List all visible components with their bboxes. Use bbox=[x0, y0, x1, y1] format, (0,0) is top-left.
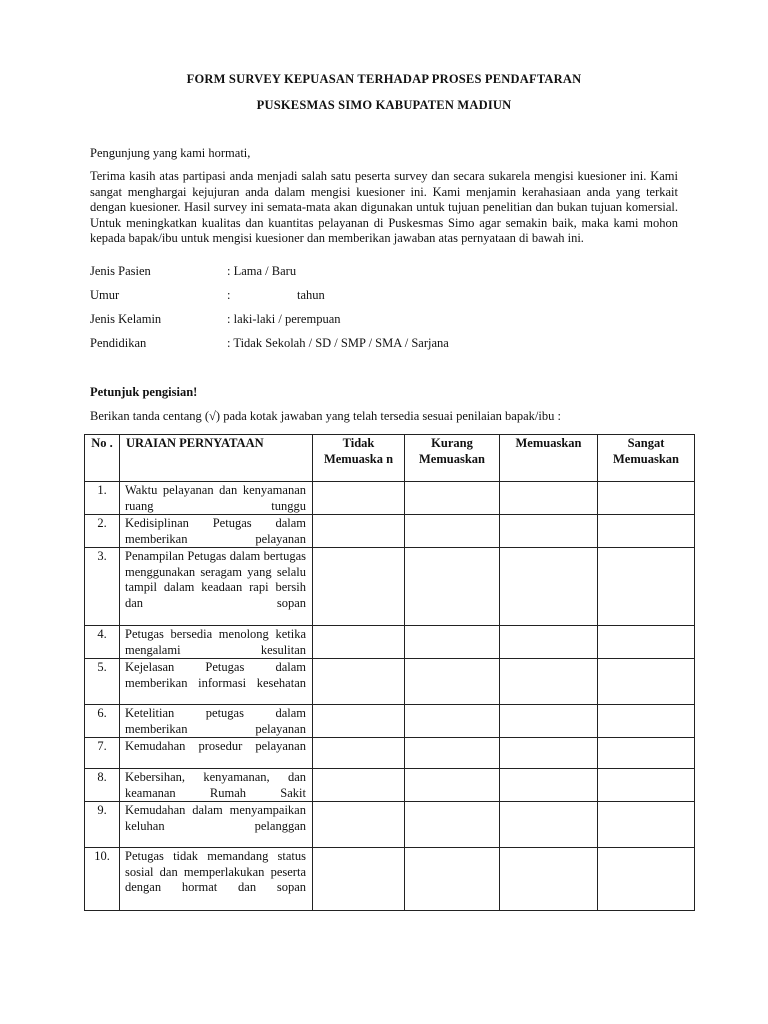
answer-box-memuaskan[interactable] bbox=[500, 802, 598, 848]
answer-box-kurang-memuaskan[interactable] bbox=[405, 848, 500, 911]
answer-box-tidak-memuaskan[interactable] bbox=[313, 626, 405, 659]
answer-box-tidak-memuaskan[interactable] bbox=[313, 848, 405, 911]
answer-box-sangat-memuaskan[interactable] bbox=[598, 659, 695, 705]
table-row bbox=[85, 482, 695, 515]
table-row bbox=[85, 769, 695, 802]
answer-box-sangat-memuaskan[interactable] bbox=[598, 848, 695, 911]
answer-box-memuaskan[interactable] bbox=[500, 848, 598, 911]
answer-box-tidak-memuaskan[interactable] bbox=[313, 738, 405, 769]
answer-box-memuaskan[interactable] bbox=[500, 738, 598, 769]
statement-text: Kebersihan, kenyamanan, dan keamanan Rumah Sakit bbox=[120, 769, 313, 802]
field-unit: tahun bbox=[297, 288, 325, 302]
intro-paragraph: Terima kasih atas partipasi anda menjadi salah satu peserta survey dan secara sukarela mengisi kuesioner ini. Kami sangat menghargai kejujuran anda dalam mengisi kuesioner ini. Kami menjamin kerahasiaan anda yang terkait dengan kuesioner. Hasil survey ini semata-mata akan digunakan untuk tujuan penelitian dan bukan tujuan komersial. Untuk meningkatkan kualitas dan kuantitas pelayanan di Puskesmas Simo agar semakin baik, maka kami mohon kepada bapak/ibu untuk mengisi kuesioner dan memberikan jawaban atas pernyataan di bawah ini. bbox=[90, 169, 678, 246]
answer-box-kurang-memuaskan[interactable] bbox=[405, 705, 500, 738]
statement-text: Petugas tidak memandang status sosial dan memperlakukan peserta dengan hormat dan sopan bbox=[120, 848, 313, 911]
answer-box-tidak-memuaskan[interactable] bbox=[313, 548, 405, 626]
answer-box-kurang-memuaskan[interactable] bbox=[405, 515, 500, 548]
row-number: 9. bbox=[85, 802, 120, 848]
field-value: : Tidak Sekolah / SD / SMP / SMA / Sarjana bbox=[227, 336, 449, 350]
field-value: : Lama / Baru bbox=[227, 264, 297, 278]
instructions-title: Petunjuk pengisian! bbox=[90, 385, 198, 399]
answer-box-memuaskan[interactable] bbox=[500, 705, 598, 738]
answer-box-sangat-memuaskan[interactable] bbox=[598, 769, 695, 802]
answer-box-tidak-memuaskan[interactable] bbox=[313, 482, 405, 515]
answer-box-sangat-memuaskan[interactable] bbox=[598, 548, 695, 626]
table-row bbox=[85, 802, 695, 848]
instructions-text: Berikan tanda centang (√) pada kotak jawaban yang telah tersedia sesuai penilaian bapak/ibu : bbox=[90, 409, 561, 423]
statement-text: Penampilan Petugas dalam bertugas menggunakan seragam yang selalu tampil dalam keadaan rapi bersih dan sopan bbox=[120, 548, 313, 626]
field-label: Umur bbox=[90, 288, 120, 302]
table-row bbox=[85, 848, 695, 911]
answer-box-kurang-memuaskan[interactable] bbox=[405, 659, 500, 705]
header-kurang-memuaskan: Kurang Memuaskan bbox=[405, 435, 500, 482]
row-number: 4. bbox=[85, 626, 120, 659]
answer-box-memuaskan[interactable] bbox=[500, 626, 598, 659]
answer-box-tidak-memuaskan[interactable] bbox=[313, 515, 405, 548]
row-number: 6. bbox=[85, 705, 120, 738]
row-number: 8. bbox=[85, 769, 120, 802]
statement-text: Kedisiplinan Petugas dalam memberikan pelayanan bbox=[120, 515, 313, 548]
answer-box-kurang-memuaskan[interactable] bbox=[405, 802, 500, 848]
row-number: 1. bbox=[85, 482, 120, 515]
answer-box-tidak-memuaskan[interactable] bbox=[313, 659, 405, 705]
header-memuaskan: Memuaskan bbox=[500, 435, 598, 482]
answer-box-memuaskan[interactable] bbox=[500, 659, 598, 705]
answer-box-memuaskan[interactable] bbox=[500, 769, 598, 802]
answer-box-sangat-memuaskan[interactable] bbox=[598, 705, 695, 738]
statement-text: Waktu pelayanan dan kenyamanan ruang tunggu bbox=[120, 482, 313, 515]
row-number: 5. bbox=[85, 659, 120, 705]
answer-box-sangat-memuaskan[interactable] bbox=[598, 738, 695, 769]
answer-box-memuaskan[interactable] bbox=[500, 482, 598, 515]
statement-text: Kejelasan Petugas dalam memberikan informasi kesehatan bbox=[120, 659, 313, 705]
statement-text: Kemudahan prosedur pelayanan bbox=[120, 738, 313, 769]
table-header-row bbox=[85, 435, 695, 482]
answer-box-kurang-memuaskan[interactable] bbox=[405, 769, 500, 802]
row-number: 3. bbox=[85, 548, 120, 626]
field-label: Jenis Pasien bbox=[90, 264, 151, 278]
answer-box-kurang-memuaskan[interactable] bbox=[405, 626, 500, 659]
answer-box-kurang-memuaskan[interactable] bbox=[405, 548, 500, 626]
header-sangat-memuaskan: Sangat Memuaskan bbox=[598, 435, 695, 482]
answer-box-sangat-memuaskan[interactable] bbox=[598, 802, 695, 848]
answer-box-memuaskan[interactable] bbox=[500, 515, 598, 548]
header-tidak-memuaskan: Tidak Memuaska n bbox=[313, 435, 405, 482]
row-number: 7. bbox=[85, 738, 120, 769]
table-row bbox=[85, 548, 695, 626]
greeting: Pengunjung yang kami hormati, bbox=[90, 146, 251, 160]
header-uraian: URAIAN PERNYATAAN bbox=[120, 435, 313, 482]
answer-box-tidak-memuaskan[interactable] bbox=[313, 705, 405, 738]
field-value: : bbox=[227, 288, 231, 302]
row-number: 10. bbox=[85, 848, 120, 911]
table-row bbox=[85, 515, 695, 548]
answer-box-kurang-memuaskan[interactable] bbox=[405, 738, 500, 769]
statement-text: Ketelitian petugas dalam memberikan pelayanan bbox=[120, 705, 313, 738]
field-value: : laki-laki / perempuan bbox=[227, 312, 341, 326]
survey-table bbox=[84, 434, 695, 911]
answer-box-sangat-memuaskan[interactable] bbox=[598, 482, 695, 515]
table-row bbox=[85, 659, 695, 705]
answer-box-tidak-memuaskan[interactable] bbox=[313, 802, 405, 848]
answer-box-memuaskan[interactable] bbox=[500, 548, 598, 626]
field-label: Jenis Kelamin bbox=[90, 312, 162, 326]
statement-text: Kemudahan dalam menyampaikan keluhan pelanggan bbox=[120, 802, 313, 848]
form-subtitle: PUSKESMAS SIMO KABUPATEN MADIUN bbox=[256, 98, 512, 112]
statement-text: Petugas bersedia menolong ketika mengalami kesulitan bbox=[120, 626, 313, 659]
row-number: 2. bbox=[85, 515, 120, 548]
form-title: FORM SURVEY KEPUASAN TERHADAP PROSES PENDAFTARAN bbox=[186, 72, 582, 86]
answer-box-tidak-memuaskan[interactable] bbox=[313, 769, 405, 802]
table-row bbox=[85, 738, 695, 769]
table-row bbox=[85, 626, 695, 659]
answer-box-sangat-memuaskan[interactable] bbox=[598, 626, 695, 659]
answer-box-kurang-memuaskan[interactable] bbox=[405, 482, 500, 515]
header-no: No . bbox=[85, 435, 120, 482]
table-row bbox=[85, 705, 695, 738]
answer-box-sangat-memuaskan[interactable] bbox=[598, 515, 695, 548]
field-label: Pendidikan bbox=[90, 336, 147, 350]
